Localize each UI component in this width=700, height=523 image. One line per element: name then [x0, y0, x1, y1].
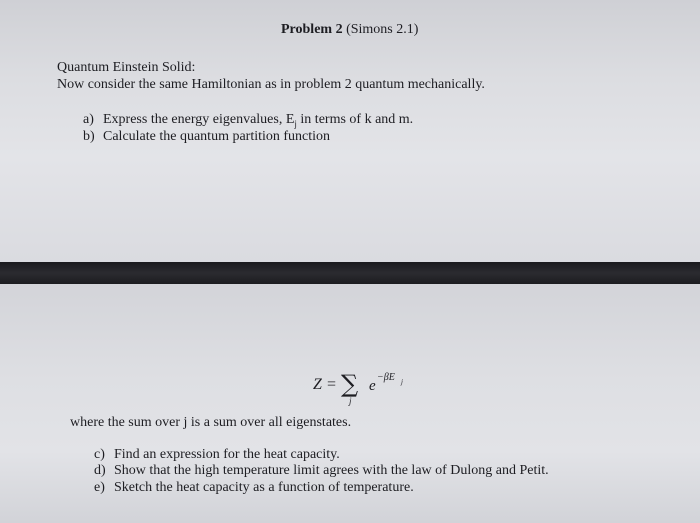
part-d-letter: d)	[94, 463, 106, 478]
part-e-text: Sketch the heat capacity as a function of temperature.	[114, 480, 414, 495]
part-a-letter: a)	[83, 112, 94, 127]
part-e	[94, 480, 414, 496]
part-e-letter: e)	[94, 480, 105, 495]
formula-exponent-subscript: j	[401, 378, 403, 386]
part-c-text: Find an expression for the heat capacity.	[114, 447, 340, 462]
part-a-text-before: Express the energy eigenvalues, E	[103, 112, 295, 127]
formula-sum-sign: ∑	[341, 370, 359, 398]
part-c-letter: c)	[94, 447, 105, 462]
formula-sum-index: j	[349, 396, 352, 406]
section-heading: Quantum Einstein Solid:	[57, 60, 196, 75]
problem-title-source: (Simons 2.1)	[346, 22, 419, 37]
part-b	[83, 129, 330, 145]
part-a-subscript: j	[294, 118, 297, 129]
part-d	[94, 463, 549, 479]
partition-function-formula	[313, 372, 443, 412]
page-divider	[0, 262, 700, 284]
formula-base: e	[369, 378, 376, 394]
part-b-text: Calculate the quantum partition function	[103, 129, 331, 144]
part-d-text: Show that the high temperature limit agrees with the law of Dulong and Petit.	[114, 463, 549, 478]
problem-title	[281, 22, 418, 38]
problem-title-bold: Problem 2	[281, 22, 343, 37]
part-c	[94, 447, 340, 463]
problem-statement: Now consider the same Hamiltonian as in problem 2 quantum mechanically.	[57, 77, 485, 92]
formula-exponent: −βE	[377, 372, 395, 383]
formula-equals: =	[327, 376, 337, 393]
sum-explanation: where the sum over j is a sum over all eigenstates.	[70, 415, 352, 430]
part-a-text-after: in terms of k and m.	[296, 112, 414, 127]
part-b-letter: b)	[83, 129, 95, 144]
formula-lhs: Z	[313, 376, 322, 393]
